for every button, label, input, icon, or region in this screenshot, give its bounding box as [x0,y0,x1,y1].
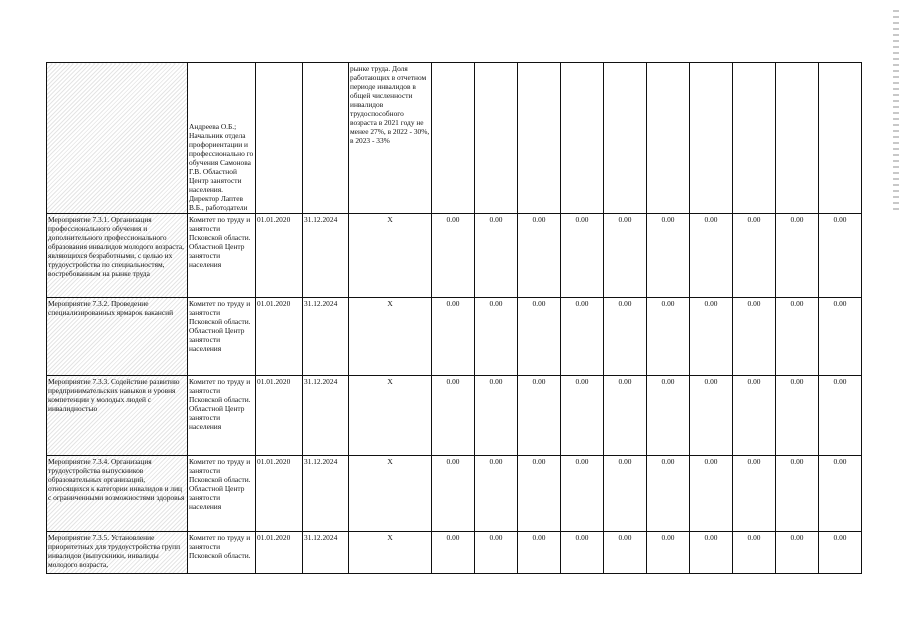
cell-value: 0.00 [776,298,819,376]
cell-value: 0.00 [432,456,475,532]
table-row [47,214,862,298]
cell-value: 0.00 [561,298,604,376]
cell-value: 0.00 [647,376,690,456]
cell-end-date: 31.12.2024 [303,214,349,298]
cell-value: 0.00 [475,298,518,376]
cell-value [475,63,518,214]
cell-activity-name: Мероприятие 7.3.3. Содействие развитию предпринимательских навыков и уровня компетенции у молодых людей с инвалидностью [47,376,188,456]
cell-value [733,63,776,214]
cell-activity-name [47,63,188,214]
cell-value [776,63,819,214]
scan-edge-artifact [893,10,899,210]
cell-value [518,63,561,214]
cell-value: 0.00 [475,376,518,456]
cell-value [604,63,647,214]
cell-indicator: X [349,532,432,574]
cell-value: 0.00 [776,214,819,298]
cell-value: 0.00 [518,456,561,532]
table-row-continuation [47,63,862,214]
cell-responsible: Комитет по труду и занятости Псковской области. Областной Центр занятости населения [188,376,256,456]
cell-indicator: X [349,298,432,376]
table-row [47,456,862,532]
cell-end-date: 31.12.2024 [303,298,349,376]
cell-value: 0.00 [690,532,733,574]
cell-value: 0.00 [475,456,518,532]
cell-responsible: Комитет по труду и занятости Псковской области. Областной Центр занятости населения [188,456,256,532]
cell-responsible: Андреева О.Б.; Начальник отдела профориентации и профессионально го обучения Самонова Г.В. Областной Центр занятости населения. Директор Лаптев В.Б., работодатели [188,63,256,214]
cell-value: 0.00 [432,532,475,574]
cell-value: 0.00 [604,532,647,574]
cell-value: 0.00 [776,376,819,456]
cell-value: 0.00 [819,214,862,298]
cell-value: 0.00 [690,214,733,298]
cell-start-date: 01.01.2020 [256,456,303,532]
cell-value [647,63,690,214]
program-activities-table [46,62,862,574]
cell-value: 0.00 [561,376,604,456]
cell-value [690,63,733,214]
cell-value: 0.00 [604,214,647,298]
cell-activity-name: Мероприятие 7.3.1. Организация профессионального обучения и дополнительного профессионального образования инвалидов молодого возраста, являющихся безработными, с целью их трудоустройства по специальностям, востребованным на рынке труда [47,214,188,298]
cell-end-date [303,63,349,214]
cell-end-date: 31.12.2024 [303,456,349,532]
cell-value: 0.00 [518,532,561,574]
cell-value: 0.00 [604,298,647,376]
cell-value: 0.00 [518,298,561,376]
cell-value: 0.00 [819,298,862,376]
cell-value: 0.00 [733,298,776,376]
cell-responsible: Комитет по труду и занятости Псковской области. Областной Центр занятости населения [188,298,256,376]
cell-value: 0.00 [561,456,604,532]
cell-responsible: Комитет по труду и занятости Псковской области. [188,532,256,574]
cell-indicator: X [349,214,432,298]
cell-indicator: рынке труда. Доля работающих в отчетном периоде инвалидов в общей численности инвалидов трудоспособного возраста в 2021 году не менее 27%, в 2022 - 30%, в 2023 - 33% [349,63,432,214]
cell-start-date: 01.01.2020 [256,214,303,298]
cell-end-date: 31.12.2024 [303,376,349,456]
cell-end-date: 31.12.2024 [303,532,349,574]
cell-value: 0.00 [733,532,776,574]
cell-indicator: X [349,456,432,532]
cell-value: 0.00 [733,456,776,532]
cell-value: 0.00 [518,376,561,456]
cell-value: 0.00 [432,214,475,298]
cell-value: 0.00 [647,298,690,376]
cell-value: 0.00 [475,532,518,574]
cell-value: 0.00 [432,376,475,456]
cell-activity-name: Мероприятие 7.3.5. Установление приоритетных для трудоустройства групп инвалидов (выпускники, инвалиды молодого возраста, [47,532,188,574]
cell-value: 0.00 [604,376,647,456]
cell-value [432,63,475,214]
cell-start-date: 01.01.2020 [256,298,303,376]
cell-value: 0.00 [733,376,776,456]
cell-responsible: Комитет по труду и занятости Псковской области. Областной Центр занятости населения [188,214,256,298]
cell-value: 0.00 [690,456,733,532]
cell-start-date [256,63,303,214]
table-row [47,376,862,456]
cell-activity-name: Мероприятие 7.3.4. Организация трудоустройства выпускников образовательных организаций, относящихся к категории инвалидов и лиц с ограниченными возможностями здоровья [47,456,188,532]
cell-activity-name: Мероприятие 7.3.2. Проведение специализированных ярмарок вакансий [47,298,188,376]
table-row [47,532,862,574]
cell-value: 0.00 [819,456,862,532]
cell-value: 0.00 [647,456,690,532]
cell-value: 0.00 [518,214,561,298]
cell-value: 0.00 [647,214,690,298]
cell-value: 0.00 [561,214,604,298]
cell-value: 0.00 [819,532,862,574]
cell-value: 0.00 [432,298,475,376]
cell-value: 0.00 [733,214,776,298]
cell-value: 0.00 [690,298,733,376]
cell-indicator: X [349,376,432,456]
cell-value: 0.00 [776,456,819,532]
cell-start-date: 01.01.2020 [256,532,303,574]
cell-value [819,63,862,214]
cell-value: 0.00 [690,376,733,456]
cell-value: 0.00 [776,532,819,574]
cell-value [561,63,604,214]
cell-value: 0.00 [647,532,690,574]
cell-value: 0.00 [604,456,647,532]
cell-value: 0.00 [561,532,604,574]
cell-start-date: 01.01.2020 [256,376,303,456]
cell-value: 0.00 [475,214,518,298]
table-row [47,298,862,376]
cell-value: 0.00 [819,376,862,456]
